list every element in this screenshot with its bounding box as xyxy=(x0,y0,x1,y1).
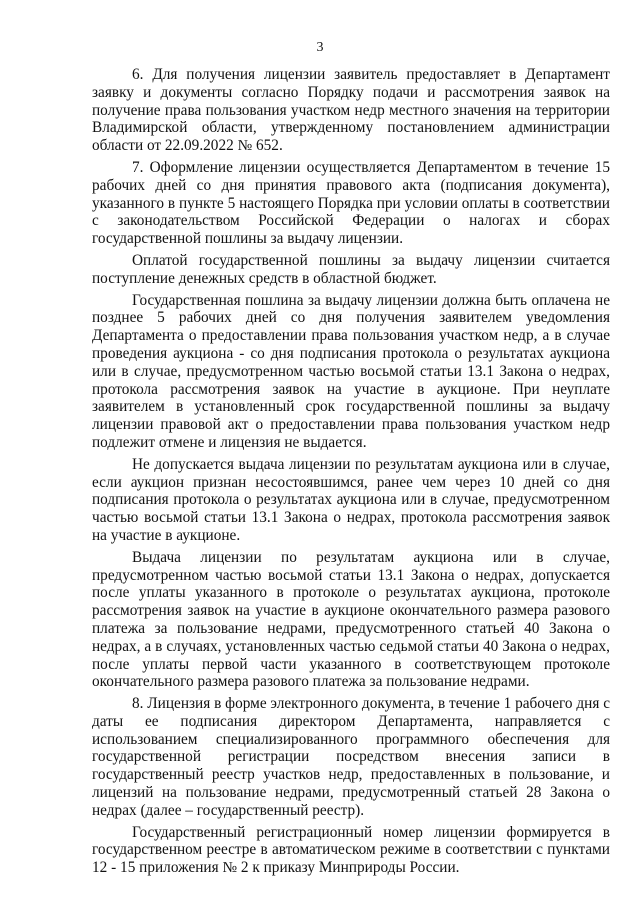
paragraph-issue-after-payment: Выдача лицензии по результатам аукциона или в случае, предусмотренном частью восьмой статьи 13.1 Закона о недрах, допускается после уплаты указанного в протоколе о результатах аукциона, протоколе рассмотрения заявок на участие в аукционе окончательного размера разового платежа за пользование недрами, предусмотренного статьей 40 Закона о недрах, а в случаях, установленных частью седьмой статьи 40 Закона о недрах, после уплаты первой части указанного в соответствующем протоколе окончательного размера разового платежа за пользование недрами. xyxy=(92,548,610,691)
paragraph-8: 8. Лицензия в форме электронного документа, в течение 1 рабочего дня с даты ее подписания директором Департамента, направляется с использованием специализированного программного обеспечения для государственной регистрации посредством внесения записи в государственный реестр участков недр, предоставленных в пользование, и лицензий на пользование недрами, предусмотренный статьей 28 Закона о недрах (далее – государственный реестр). xyxy=(92,695,611,819)
paragraph-7: 7. Оформление лицензии осуществляется Департаментом в течение 15 рабочих дней со дня принятия правового акта (подписания документа), указанного в пункте 5 настоящего Порядка при условии оплаты в соответствии с законодательством Российской Федерации о налогах и сборах государственной пошлины за выдачу лицензии. xyxy=(92,158,610,248)
document-body xyxy=(92,66,610,881)
paragraph-issue-restriction: Не допускается выдача лицензии по результатам аукциона или в случае, если аукцион признан несостоявшимся, ранее чем через 10 дней со дня подписания протокола о результатах аукциона или в случае, предусмотренном частью восьмой статьи 13.1 Закона о недрах, протокола рассмотрения заявок на участие в аукционе. xyxy=(92,455,610,544)
paragraph-duty-deadline: Государственная пошлина за выдачу лицензии должна быть оплачена не позднее 5 рабочих дней со дня получения заявителем уведомления Департамента о предоставлении права пользования участком недр, а в случае проведения аукциона - со дня подписания протокола о результатах аукциона или в случае, предусмотренном частью восьмой статьи 13.1 Закона о недрах, протокола рассмотрения заявок на участие в аукционе. При неуплате заявителем в установленный срок государственной пошлины за выдачу лицензии правовой акт о предоставлении права пользования участком недр подлежит отмене и лицензия не выдается. xyxy=(92,291,610,451)
paragraph-duty-payment: Оплатой государственной пошлины за выдачу лицензии считается поступление денежных средств в областной бюджет. xyxy=(92,251,610,287)
paragraph-6: 6. Для получения лицензии заявитель предоставляет в Департамент заявку и документы согласно Порядку подачи и рассмотрения заявок на получение права пользования участком недр местного значения на территории Владимирской области, утвержденному постановлением администрации области от 22.09.2022 № 652. xyxy=(92,66,610,155)
page-number: 3 xyxy=(316,40,324,55)
paragraph-registration-number: Государственный регистрационный номер лицензии формируется в государственном реестре в автоматическом режиме в соответствии с пунктами 12 - 15 приложения № 2 к приказу Минприроды России. xyxy=(92,823,610,877)
